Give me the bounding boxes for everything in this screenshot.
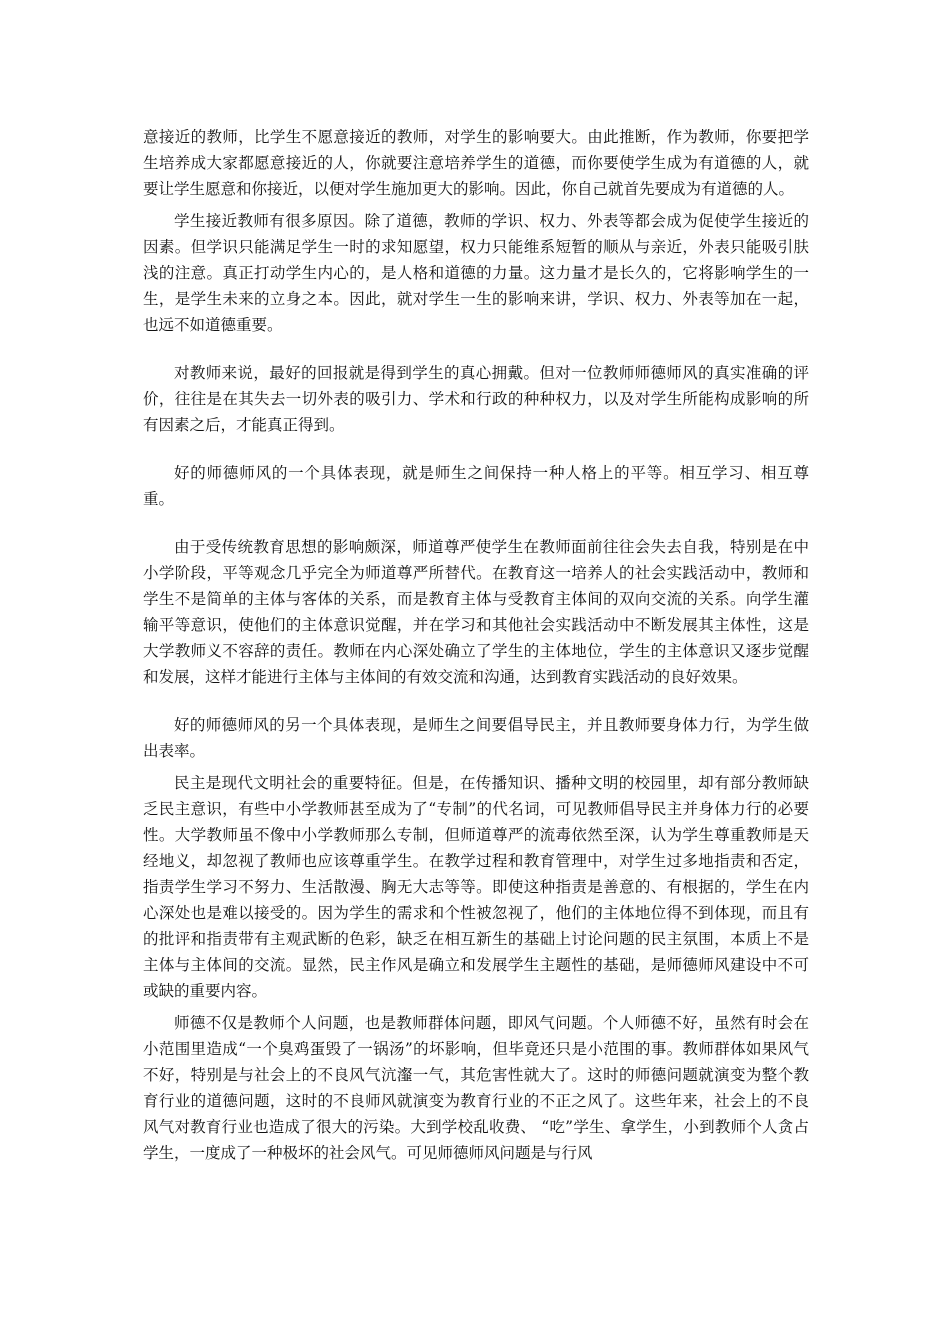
- paragraph-4: 好的师德师风的一个具体表现，就是师生之间保持一种人格上的平等。相互学习、相互尊重。: [143, 464, 809, 508]
- paragraph-3: 对教师来说，最好的回报就是得到学生的真心拥戴。但对一位教师师德师风的真实准确的评价，往往是在其失去一切外表的吸引力、学术和行政的种种权力，以及对学生所能构成影响的所有因素之后，才能真正得到。: [143, 364, 809, 434]
- paragraph-1: 意接近的教师，比学生不愿意接近的教师，对学生的影响要大。由此推断，作为教师，你要把学生培养成大家都愿意接近的人，你就要注意培养学生的道德，而你要使学生成为有道德的人，就要让学生愿意和你接近，以便对学生施加更大的影响。因此，你自己就首先要成为有道德的人。: [143, 128, 809, 198]
- paragraph-2: 学生接近教师有很多原因。除了道德，教师的学识、权力、外表等都会成为促使学生接近的因素。但学识只能满足学生一时的求知愿望，权力只能维系短暂的顺从与亲近，外表只能吸引肤浅的注意。真正打动学生内心的，是人格和道德的力量。这力量才是长久的，它将影响学生的一生，是学生未来的立身之本。因此，就对学生一生的影响来讲，学识、权力、外表等加在一起，也远不如道德重要。: [143, 212, 809, 334]
- paragraph-6: 好的师德师风的另一个具体表现，是师生之间要倡导民主，并且教师要身体力行，为学生做出表率。: [143, 716, 809, 760]
- paragraph-5: 由于受传统教育思想的影响颇深，师道尊严使学生在教师面前往往会失去自我，特别是在中小学阶段，平等观念几乎完全为师道尊严所替代。在教育这一培养人的社会实践活动中，教师和学生不是简单的主体与客体的关系，而是教育主体与受教育主体间的双向交流的关系。向学生灌输平等意识，使他们的主体意识觉醒，并在学习和其他社会实践活动中不断发展其主体性，这是大学教师义不容辞的责任。教师在内心深处确立了学生的主体地位，学生的主体意识又逐步觉醒和发展，这样才能进行主体与主体间的有效交流和沟通，达到教育实践活动的良好效果。: [143, 538, 809, 686]
- paragraph-7: 民主是现代文明社会的重要特征。但是，在传播知识、播种文明的校园里，却有部分教师缺乏民主意识，有些中小学教师甚至成为了“专制”的代名词，可见教师倡导民主并身体力行的必要性。大学教师虽不像中小学教师那么专制，但师道尊严的流毒依然至深，认为学生尊重教师是天经地义，却忽视了教师也应该尊重学生。在教学过程和教育管理中，对学生过多地指责和否定，指责学生学习不努力、生活散漫、胸无大志等等。即使这种指责是善意的、有根据的，学生在内心深处也是难以接受的。因为学生的需求和个性被忽视了，他们的主体地位得不到体现，而且有的批评和指责带有主观武断的色彩，缺乏在相互新生的基础上讨论问题的民主氛围，本质上不是主体与主体间的交流。显然，民主作风是确立和发展学生主题性的基础，是师德师风建设中不可或缺的重要内容。: [143, 774, 809, 1000]
- document-body: [143, 124, 809, 1166]
- paragraph-8: 师德不仅是教师个人问题，也是教师群体问题，即风气问题。个人师德不好，虽然有时会在小范围里造成“一个臭鸡蛋毁了一锅汤”的坏影响，但毕竟还只是小范围的事。教师群体如果风气不好，特别是与社会上的不良风气沆瀣一气，其危害性就大了。这时的师德问题就演变为整个教育行业的道德问题，这时的不良师风就演变为教育行业的不正之风了。这些年来，社会上的不良风气对教育行业也造成了很大的污染。大到学校乱收费、 “吃”学生、拿学生，小到教师个人贪占学生，一度成了一种极坏的社会风气。可见师德师风问题是与行风: [143, 1014, 809, 1162]
